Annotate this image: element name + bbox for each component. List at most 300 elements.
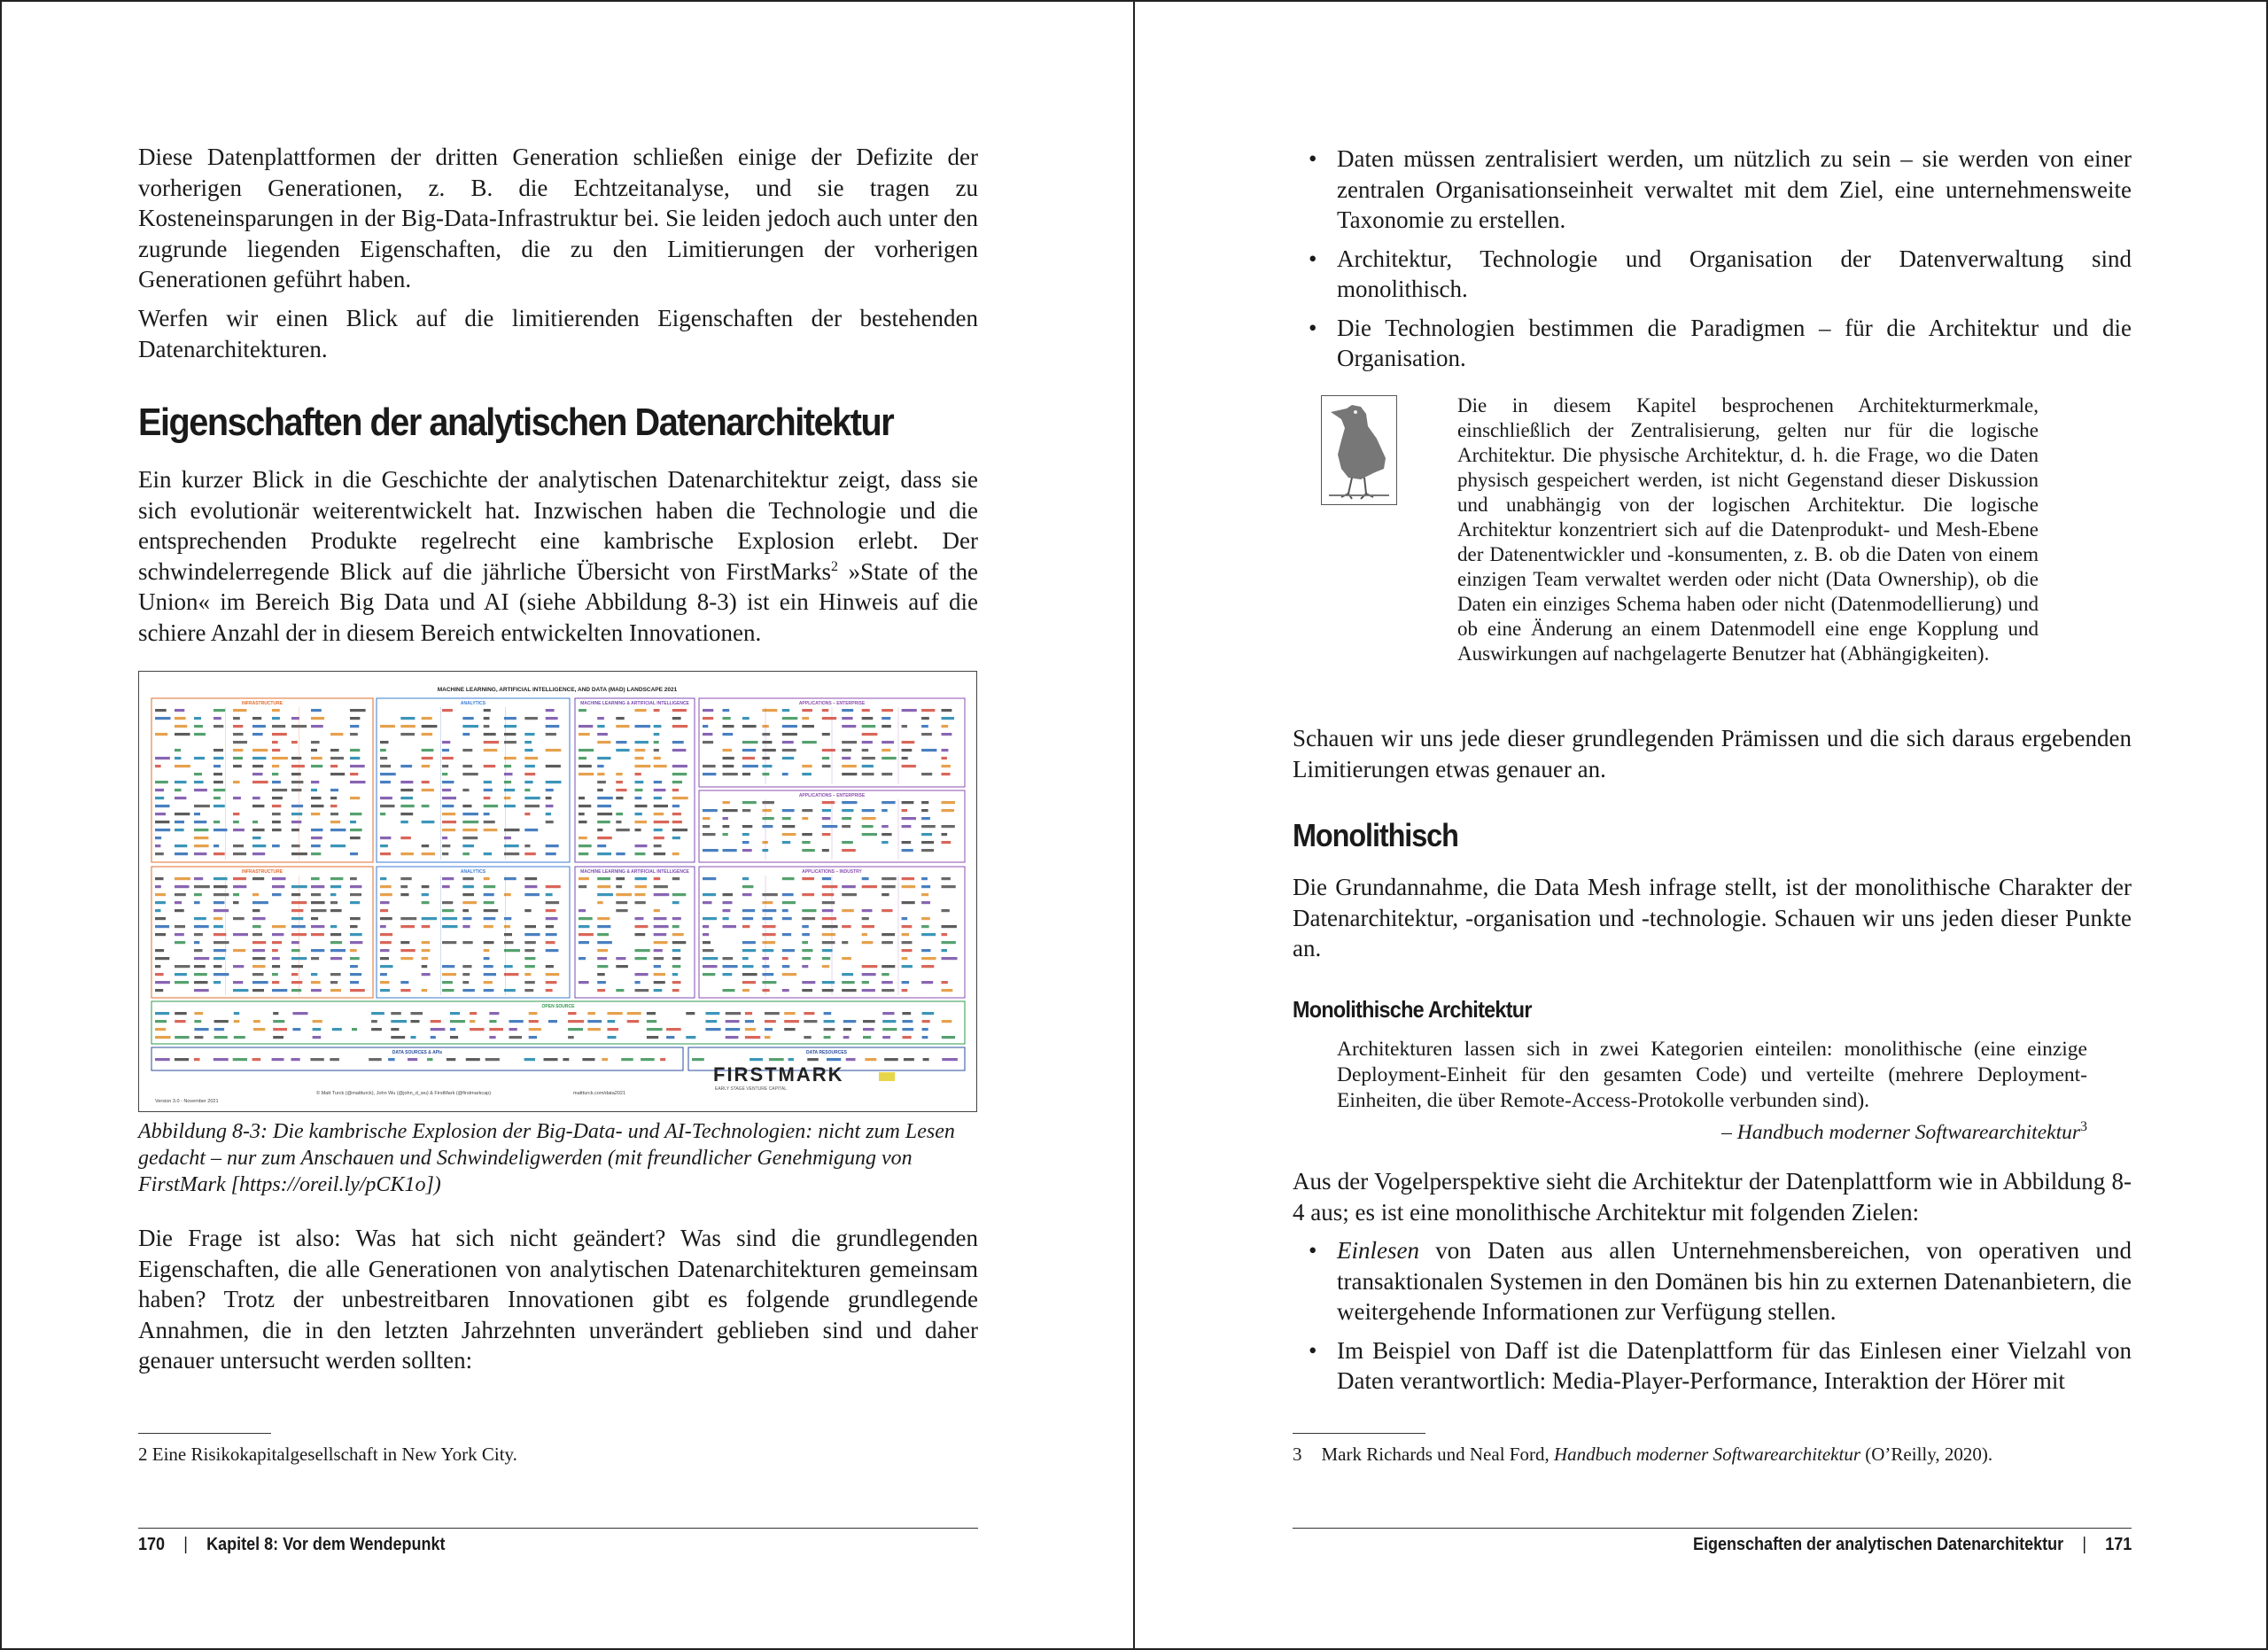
landscape-logo [194, 949, 203, 952]
landscape-logo [450, 1012, 460, 1015]
landscape-logo [400, 925, 415, 928]
landscape-logo [350, 749, 360, 751]
landscape-logo [902, 817, 916, 820]
landscape-logo [579, 917, 593, 920]
landscape-logo [311, 717, 324, 720]
landscape-logo [442, 989, 454, 992]
landscape-logo [597, 917, 610, 920]
landscape-logo [546, 789, 554, 791]
landscape-logo [822, 833, 831, 836]
landscape-logo [782, 817, 791, 820]
landscape-logo [484, 733, 496, 735]
landscape-logo [291, 781, 303, 783]
landscape-logo [921, 981, 933, 984]
landscape-logo [782, 749, 796, 751]
landscape-logo [194, 733, 206, 735]
landscape-logo [942, 949, 948, 952]
landscape-logo [804, 1020, 817, 1023]
landscape-logo [194, 805, 210, 807]
landscape-logo [902, 1028, 913, 1031]
landscape-logo [462, 989, 475, 992]
landscape-logo [442, 829, 455, 831]
landscape-logo [742, 909, 755, 912]
landscape-logo [330, 885, 341, 888]
landscape-logo [422, 973, 431, 976]
landscape-logo [194, 821, 206, 823]
landscape-logo [654, 837, 664, 839]
landscape-logo [484, 893, 494, 896]
landscape-logo [313, 1028, 322, 1031]
landscape-logo [214, 941, 229, 944]
landscape-logo [380, 741, 389, 743]
landscape-logo [214, 965, 221, 968]
running-head: Eigenschaften der analytischen Datenarchitektur [1692, 1535, 2063, 1554]
landscape-logo [252, 725, 266, 728]
bullet-list-bottom [1293, 1235, 2132, 1405]
landscape-logo [782, 773, 788, 775]
landscape-logo [762, 925, 775, 928]
landscape-logo [822, 717, 836, 720]
landscape-logo [291, 917, 303, 920]
landscape-logo [504, 949, 520, 952]
landscape-logo [546, 733, 556, 735]
landscape-logo [647, 1028, 663, 1031]
landscape-logo [272, 741, 278, 743]
landscape-panel-title: DATA SOURCES & APIs [392, 1050, 443, 1055]
landscape-logo [635, 749, 646, 751]
landscape-logo [672, 989, 680, 992]
landscape-logo [902, 801, 914, 804]
landscape-logo [155, 717, 171, 720]
landscape-logo [233, 981, 243, 984]
landscape-logo [723, 809, 738, 812]
landscape-logo [582, 1058, 594, 1061]
landscape-logo [371, 1012, 384, 1015]
section-heading: Eigenschaften der analytischen Datenarchitektur [138, 401, 894, 444]
landscape-url: mattturck.com/data2021 [573, 1091, 626, 1096]
landscape-logo [654, 885, 668, 888]
landscape-logo [175, 925, 185, 928]
landscape-logo [272, 957, 280, 960]
landscape-logo [723, 965, 738, 968]
landscape-logo [902, 965, 913, 968]
landscape-logo [371, 1028, 382, 1031]
landscape-logo [703, 917, 717, 920]
landscape-logo [921, 841, 934, 844]
firstmark-logo-sub: EARLY STAGE VENTURE CAPITAL [715, 1086, 788, 1092]
landscape-logo [214, 852, 225, 855]
landscape-logo [155, 1020, 167, 1023]
landscape-logo [291, 949, 300, 952]
landscape-logo [484, 925, 493, 928]
landscape-logo [194, 933, 203, 936]
landscape-logo [272, 989, 287, 992]
landscape-logo [742, 973, 757, 976]
landscape-logo [822, 801, 835, 804]
landscape-logo [155, 989, 163, 992]
landscape-panel-title: APPLICATIONS – ENTERPRISE [798, 701, 866, 706]
landscape-logo [672, 901, 680, 904]
landscape-logo [422, 821, 435, 823]
landscape-logo [654, 933, 667, 936]
landscape-logo [635, 893, 646, 896]
landscape-logo [788, 1058, 794, 1061]
blockquote-attribution [1337, 1120, 2087, 1146]
landscape-logo [155, 765, 161, 767]
landscape-logo [942, 885, 956, 888]
landscape-logo [579, 725, 593, 728]
landscape-logo [782, 841, 790, 844]
landscape-logo [442, 925, 458, 928]
landscape-logo [442, 821, 456, 823]
landscape-logo [462, 805, 471, 807]
landscape-logo [723, 773, 738, 775]
landscape-logo [654, 797, 662, 799]
landscape-logo [824, 1036, 831, 1039]
landscape-logo [782, 833, 796, 836]
landscape-logo [509, 1028, 517, 1031]
landscape-logo [672, 773, 687, 775]
landscape-logo [400, 893, 408, 896]
landscape-logo [272, 949, 278, 952]
footnote-2: 2 Eine Risikokapitalgesellschaft in New York City. [138, 1444, 517, 1465]
bullet-item: • Architektur, Technologie und Organisation der Datenverwaltung sind monolithisch. [1293, 244, 2132, 305]
landscape-logo [672, 741, 684, 743]
landscape-logo [234, 1020, 240, 1023]
landscape-logo [484, 717, 490, 720]
landscape-logo [742, 717, 750, 720]
landscape-logo [233, 989, 248, 992]
landscape-logo [597, 781, 606, 783]
landscape-logo [723, 973, 733, 976]
landscape-logo [579, 852, 588, 855]
landscape-logo [350, 925, 358, 928]
landscape-logo [524, 893, 540, 896]
landscape-logo [654, 709, 660, 712]
landscape-logo [292, 1012, 307, 1015]
landscape-logo [782, 709, 789, 712]
landscape-logo [442, 844, 450, 847]
landscape-logo [546, 852, 556, 855]
landscape-logo [842, 809, 853, 812]
landscape-logo [654, 989, 663, 992]
footnote-rule [138, 1433, 271, 1434]
landscape-logo [462, 901, 477, 904]
landscape-logo [703, 833, 716, 836]
landscape-logo [350, 941, 362, 944]
footer-rule [1293, 1528, 2132, 1529]
landscape-logo [442, 965, 454, 968]
landscape-logo [902, 809, 908, 812]
landscape-logo [291, 973, 298, 976]
landscape-logo [635, 805, 648, 807]
landscape-logo [822, 933, 835, 936]
left-paragraph-2: Werfen wir einen Blick auf die limitierenden Eigenschaften der bestehenden Datenarchitekturen. [138, 305, 978, 362]
landscape-logo [330, 989, 341, 992]
landscape-logo [672, 765, 687, 767]
landscape-logo [597, 981, 606, 984]
landscape-logo [703, 741, 713, 743]
landscape-logo [462, 717, 473, 720]
landscape-logo [311, 885, 324, 888]
landscape-logo [155, 925, 169, 928]
landscape-logo [902, 1020, 913, 1023]
landscape-logo [782, 825, 796, 828]
landscape-logo [597, 805, 611, 807]
landscape-logo [214, 981, 221, 984]
landscape-logo [616, 781, 623, 783]
landscape-logo [214, 1028, 225, 1031]
landscape-logo [942, 877, 951, 880]
landscape-logo [380, 909, 388, 912]
landscape-logo [175, 789, 182, 791]
landscape-logo [902, 877, 915, 880]
landscape-logo [194, 989, 209, 992]
landscape-logo [485, 1058, 500, 1061]
landscape-logo [272, 965, 280, 968]
landscape-logo [723, 989, 735, 992]
landscape-logo [194, 893, 202, 896]
landscape-logo [214, 789, 225, 791]
landscape-logo [782, 733, 797, 735]
landscape-logo [272, 709, 280, 712]
left-paragraph-3-text-a: Ein kurzer Blick in die Geschichte der analytischen Datenarchitektur zeigt, dass sie sich evolutionär weiterentwickelt hat. Inzwischen haben die Technologie und die entsprechenden Produkte regelrecht eine kambrische Explosion erlebt. Der schwindelerregende Blick auf die jährliche Übersicht von FirstMarks [138, 466, 978, 585]
landscape-logo [846, 1058, 856, 1061]
landscape-logo [233, 877, 246, 880]
landscape-logo [921, 885, 930, 888]
landscape-logo [214, 709, 225, 712]
landscape-logo [902, 841, 912, 844]
landscape-logo [862, 925, 874, 928]
landscape-logo [862, 989, 875, 992]
landscape-logo [400, 941, 409, 944]
landscape-logo [214, 973, 229, 976]
landscape-logo [627, 1020, 640, 1023]
landscape-logo [462, 893, 474, 896]
landscape-logo [608, 1036, 617, 1039]
landscape-logo [524, 717, 538, 720]
landscape-logo [311, 765, 322, 767]
landscape-logo [616, 852, 625, 855]
landscape-credits: © Matt Turck (@mattturck), John Wu (@john_d_wu) & FirstMark (@firstmarkcap) [316, 1091, 492, 1096]
landscape-logo [635, 973, 649, 976]
landscape-logo [272, 781, 281, 783]
landscape-logo [252, 765, 263, 767]
landscape-logo [608, 1028, 619, 1031]
landscape-logo [862, 885, 877, 888]
landscape-logo [371, 1020, 377, 1023]
landscape-logo [546, 844, 559, 847]
landscape-logo [921, 901, 930, 904]
landscape-logo [175, 757, 181, 759]
landscape-logo [942, 757, 947, 759]
landscape-logo [524, 941, 536, 944]
landscape-logo [422, 901, 430, 904]
landscape-logo [842, 957, 851, 960]
landscape-logo [380, 917, 392, 920]
landscape-logo [921, 925, 929, 928]
landscape-logo [484, 821, 495, 823]
landscape-logo [529, 1020, 539, 1023]
landscape-logo [380, 901, 390, 904]
landscape-logo [579, 765, 592, 767]
landscape-logo [546, 813, 551, 815]
landscape-logo [484, 789, 493, 791]
landscape-logo [608, 1012, 623, 1015]
landscape-logo [524, 933, 540, 936]
landscape-logo [380, 925, 386, 928]
landscape-logo [380, 765, 391, 767]
landscape-logo [422, 917, 437, 920]
right-paragraph-3: Aus der Vogelperspektive sieht die Architektur der Datenplattform wie in Abbildung 8-4 aus; es ist eine monolithische Architektur mit folgenden Zielen: [1293, 1168, 2132, 1226]
landscape-logo [291, 829, 299, 831]
landscape-logo [742, 825, 752, 828]
landscape-logo [921, 893, 928, 896]
landscape-logo [311, 757, 322, 759]
landscape-logo [654, 949, 663, 952]
landscape-logo [902, 741, 915, 743]
landscape-logo [380, 725, 395, 728]
landscape-logo [442, 709, 453, 712]
page-gutter [1133, 0, 1135, 1650]
landscape-logo [579, 821, 587, 823]
landscape-logo [782, 949, 795, 952]
landscape-logo [272, 844, 280, 847]
landscape-logo [546, 725, 560, 728]
landscape-logo [703, 973, 715, 976]
landscape-logo [842, 801, 857, 804]
landscape-logo [587, 1028, 601, 1031]
landscape-logo [214, 933, 226, 936]
landscape-logo [843, 1020, 857, 1023]
landscape-logo [175, 765, 190, 767]
landscape-logo [524, 773, 535, 775]
landscape-logo [380, 893, 392, 896]
landscape-logo [484, 877, 490, 880]
landscape-logo [635, 949, 650, 952]
bullet-item: • Im Beispiel von Daff ist die Datenplattform für das Einlesen einer Vielzahl von Daten verantwortlich: Media-Player-Performance, Interaktion der Hörer mit [1293, 1335, 2132, 1397]
landscape-logo [782, 809, 795, 812]
landscape-logo [802, 741, 817, 743]
landscape-logo [380, 941, 392, 944]
landscape-logo [842, 981, 855, 984]
landscape-logo [504, 733, 516, 735]
landscape-logo [579, 709, 586, 712]
landscape-logo [882, 989, 894, 992]
footnote-ref-3[interactable]: 3 [2080, 1119, 2087, 1135]
landscape-logo [703, 877, 716, 880]
landscape-logo [175, 829, 184, 831]
landscape-logo [311, 813, 320, 815]
landscape-logo [291, 821, 301, 823]
landscape-logo [921, 709, 935, 712]
landscape-logo [597, 741, 610, 743]
landscape-logo [233, 933, 248, 936]
landscape-logo [742, 941, 756, 944]
left-footer [138, 1535, 446, 1555]
landscape-logo [654, 893, 670, 896]
landscape-logo [822, 757, 829, 759]
landscape-logo [842, 741, 857, 743]
landscape-logo [524, 829, 538, 831]
landscape-logo [233, 797, 241, 799]
landscape-logo [563, 1058, 569, 1061]
landscape-logo [597, 837, 612, 839]
landscape-logo [942, 941, 956, 944]
landscape-logo [431, 1028, 446, 1031]
landscape-logo [233, 813, 239, 815]
landscape-logo [822, 901, 835, 904]
landscape-logo [524, 805, 540, 807]
footnote-ref-2[interactable]: 2 [831, 558, 838, 574]
landscape-logo [272, 813, 281, 815]
landscape-logo [400, 765, 412, 767]
footnote-rule [1293, 1433, 1425, 1434]
landscape-logo [252, 917, 266, 920]
landscape-logo [568, 1028, 583, 1031]
landscape-logo [616, 717, 624, 720]
landscape-logo [904, 1058, 914, 1061]
landscape-logo [647, 1020, 656, 1023]
landscape-logo [822, 965, 829, 968]
landscape-logo [762, 749, 775, 751]
landscape-logo [762, 709, 777, 712]
landscape-panel-title: OPEN SOURCE [541, 1004, 575, 1009]
landscape-logo [175, 965, 190, 968]
landscape-logo [765, 1012, 780, 1015]
landscape-logo [762, 841, 768, 844]
landscape-logo [422, 725, 438, 728]
figure-caption: Abbildung 8-3: Die kambrische Explosion der Big-Data- und AI-Technologien: nicht zum Lesen gedacht – nur zum Anschauen und Schwindeligwerden (mit freundlicher Genehmigung von FirstMark [https://oreil.ly/pCK1o]) [138, 1120, 955, 1196]
landscape-logo [635, 781, 644, 783]
landscape-logo [214, 909, 229, 912]
landscape-logo [252, 933, 262, 936]
landscape-logo [252, 925, 261, 928]
landscape-logo [842, 773, 857, 775]
landscape-logo [672, 837, 680, 839]
landscape-logo [484, 965, 493, 968]
landscape-logo [802, 809, 812, 812]
landscape-logo [822, 949, 833, 952]
landscape-logo [579, 981, 589, 984]
landscape-logo [942, 717, 955, 720]
landscape-logo [782, 877, 795, 880]
landscape-logo [723, 749, 733, 751]
landscape-logo [504, 797, 510, 799]
landscape-logo [942, 1058, 958, 1061]
landscape-logo [723, 909, 731, 912]
landscape-logo [762, 981, 776, 984]
landscape-logo [842, 925, 850, 928]
landscape-logo [484, 852, 492, 855]
landscape-logo [311, 725, 323, 728]
landscape-logo [194, 844, 209, 847]
landscape-logo [350, 989, 365, 992]
landscape-logo [921, 725, 928, 728]
landscape-logo [942, 825, 955, 828]
landscape-logo [546, 821, 554, 823]
landscape-logo [411, 1020, 420, 1023]
landscape-logo [703, 965, 718, 968]
landscape-logo [422, 893, 429, 896]
landscape-logo [400, 957, 413, 960]
landscape-logo [330, 949, 346, 952]
landscape-logo [882, 965, 895, 968]
landscape-logo [252, 941, 266, 944]
landscape-logo [214, 765, 221, 767]
landscape-logo [442, 981, 453, 984]
landscape-logo [484, 901, 494, 904]
